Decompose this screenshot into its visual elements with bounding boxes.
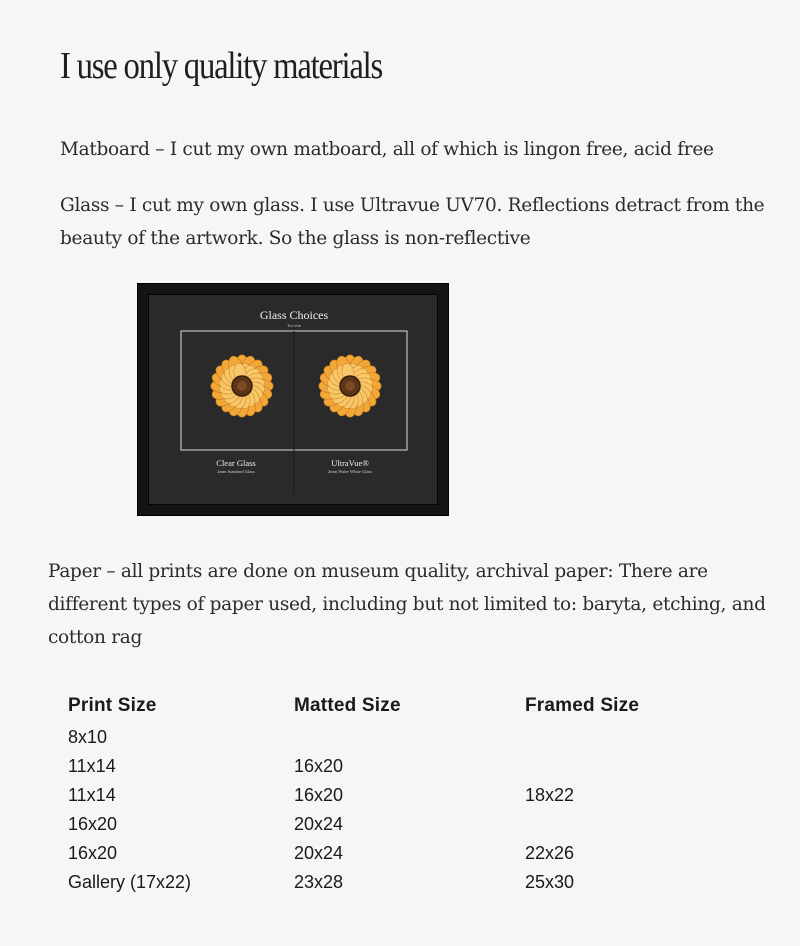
size-table <box>60 690 713 897</box>
matted-size-cell: 16x20 <box>294 756 344 776</box>
clear-glass-sublabel: 2mm Standard Glass <box>217 469 255 474</box>
print-size-cell: 11x14 <box>68 785 116 805</box>
paper-paragraph: Paper – all prints are done on museum quality, archival paper: There are different types of paper used, including but not limited to: baryta, etching, and cotton rag <box>48 561 766 648</box>
ultravue-label: UltraVue® <box>331 458 369 468</box>
framed-size-cell: 25x30 <box>525 872 575 892</box>
print-size-cell: Gallery (17x22) <box>68 872 192 892</box>
framed-size-cell <box>517 810 713 839</box>
frame-subtitle: Tru Vue <box>287 323 301 328</box>
framed-size-cell <box>517 723 713 752</box>
flower-center-highlight <box>237 381 247 391</box>
header-print-size: Print Size <box>68 695 157 716</box>
header-matted-size: Matted Size <box>294 695 401 716</box>
glass-choices-framed-image <box>137 283 449 516</box>
table-row <box>60 723 713 752</box>
table-row <box>60 810 713 839</box>
table-row <box>60 752 713 781</box>
matted-size-cell: 20x24 <box>294 843 344 863</box>
print-size-cell: 16x20 <box>68 843 118 863</box>
table-row <box>60 868 713 897</box>
print-size-cell: 16x20 <box>68 814 118 834</box>
sunflower-left <box>210 354 274 418</box>
table-row <box>60 839 713 868</box>
matted-size-cell: 20x24 <box>294 814 344 834</box>
flower-center-highlight <box>345 381 355 391</box>
print-size-cell: 11x14 <box>68 756 116 776</box>
page-heading: I use only quality materials <box>60 45 383 87</box>
frame-title: Glass Choices <box>259 308 329 322</box>
table-row <box>60 781 713 810</box>
glass-choices-artwork <box>138 284 450 517</box>
framed-size-cell: 22x26 <box>525 843 575 863</box>
matted-size-cell: 23x28 <box>294 872 344 892</box>
matted-size-cell <box>286 723 517 752</box>
clear-glass-label: Clear Glass <box>216 458 256 468</box>
glass-paragraph: Glass – I cut my own glass. I use Ultravue UV70. Reflections detract from the beauty of the artwork. So the glass is non-reflective <box>60 195 765 249</box>
header-framed-size: Framed Size <box>525 695 640 716</box>
framed-size-cell <box>517 752 713 781</box>
ultravue-sublabel: 2mm Water White Glass <box>327 469 373 474</box>
sunflower-right <box>318 354 382 418</box>
print-size-cell: 8x10 <box>68 727 108 747</box>
matted-size-cell: 16x20 <box>294 785 344 805</box>
framed-size-cell: 18x22 <box>525 785 575 805</box>
matboard-paragraph: Matboard – I cut my own matboard, all of which is lingon free, acid free <box>60 139 714 160</box>
table-header-row <box>60 690 713 723</box>
